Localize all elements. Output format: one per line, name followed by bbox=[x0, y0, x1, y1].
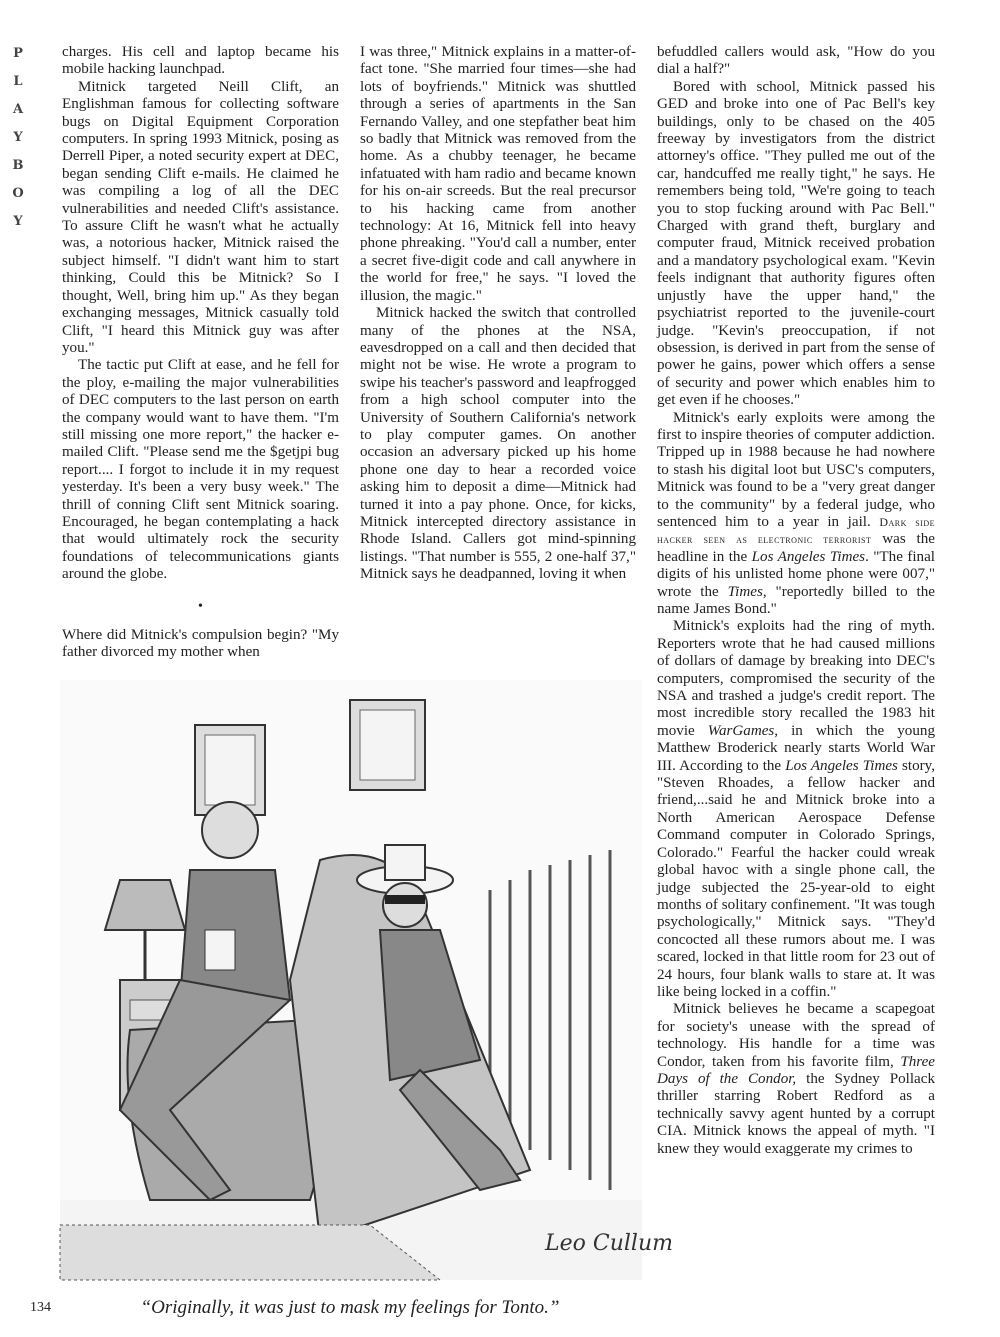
paragraph: charges. His cell and laptop became his mobile hacking launchpad. bbox=[62, 44, 339, 78]
artist-signature: Leo Cullum bbox=[545, 1231, 673, 1256]
text-run: Mitnick believes he became a scapegoat for society's unease with the spread of technology. His handle for a time was Condor, taken from his favorite film, bbox=[657, 1001, 935, 1070]
section-bullet: • bbox=[198, 598, 203, 614]
text-run: story, "Steven Rhoades, a fellow hacker and friend,...said he and Mitnick broke into a North American Aerospace Defense Command computer in Colorado Springs, Colorado." Fearful the hacker could wreak global havoc with a single phone call, the judge subjected the 25-year-old to eight months of solitary confinement. "It was tough psychologically," Mitnick says. "They'd concocted all these rumors about me. I was scared, locked in that little room for 23 out of 24 hours, four blank walls to stare at. It was like being locked in a coffin." bbox=[657, 757, 935, 1000]
masthead-letter: P bbox=[13, 46, 23, 61]
framed-diploma-right bbox=[350, 700, 425, 790]
publication-name: Los Angeles Times bbox=[751, 548, 866, 565]
paragraph bbox=[657, 410, 935, 619]
text-run: . "The final digits of his unlisted home phone were 007," wrote the bbox=[657, 548, 935, 600]
article-column-3 bbox=[657, 44, 935, 1158]
cartoon-illustration bbox=[60, 680, 673, 1280]
paragraph bbox=[657, 618, 935, 1001]
paragraph: I was three," Mitnick explains in a matter-of-fact tone. "She married four times—she had lots of boyfriends." Mitnick was shuttled through a series of apartments in the San Fernando Valley, and one stepfather beat him so badly that Mitnick was removed from the home. As a chubby teenager, he became infatuated with ham radio and became known for his on-air screeds. But the real precursor to his hacking came from another technology: At 16, Mitnick fell into heavy phone phreaking. "You'd call a number, enter a secret five-digit code and call anywhere in the world for free," he says. "I loved the illusion, the magic." bbox=[360, 44, 636, 304]
paragraph: Mitnick targeted Neill Clift, an Englishman famous for collecting software bugs on Digital Equipment Corporation computers. In spring 1993 Mitnick, posing as Derrell Piper, a noted security expert at DEC, began sending Clift e-mails. He claimed he was compiling a log of all the DEC vulnerabilities and needed Clift's assistance. To assure Clift he wasn't what he actually was, a notorious hacker, Mitnick raised the subject himself. "I didn't want him to start thinking, Could this be Mitnick? So I thought, Well, bring him up." As they began exchanging messages, Mitnick casually told Clift, "I heard this Mitnick guy was after you." bbox=[62, 78, 339, 356]
masthead-letter: Y bbox=[13, 130, 23, 145]
movie-title: WarGames bbox=[707, 722, 775, 739]
masthead-letter: O bbox=[12, 186, 24, 201]
publication-name: Times bbox=[727, 583, 763, 600]
cartoon-caption: “Originally, it was just to mask my feelings for Tonto.” bbox=[140, 1297, 560, 1318]
paragraph: Where did Mitnick's compulsion begin? "My father divorced my mother when bbox=[62, 627, 339, 661]
masthead-letter: L bbox=[13, 74, 23, 89]
publication-name: Los Angeles Times bbox=[785, 757, 898, 774]
page-number: 134 bbox=[30, 1300, 51, 1315]
text-run: the Sydney Pollack thriller starring Robert Redford as a technically savvy agent hunted by a corrupt CIA. Mitnick knows the appeal of myth. "I knew they would exaggerate my crimes to bbox=[657, 1070, 936, 1157]
text-run: , "reportedly billed to the name James Bond." bbox=[657, 583, 935, 617]
paragraph: Mitnick hacked the switch that controlled many of the phones at the NSA, eavesdropped on a call and then decided that might not be wise. He wrote a program to swipe his teacher's password and leapfrogged from a high school computer into the University of Southern California's network to play computer games. On another occasion an adversary picked up his home phone one day to hear a recorded voice asking him to deposit a dime—Mitnick had turned it into a pay phone. Once, for kicks, Mitnick intercepted directory assistance in Rhode Island. Callers got mind-spinning listings. "That number is 555, 2 one-half 37," Mitnick says he deadpanned, loving it when bbox=[360, 305, 636, 583]
paragraph: Bored with school, Mitnick passed his GED and broke into one of Pac Bell's key buildings, only to be chased on the 405 freeway by investigators from the district attorney's office. "They pulled me out of the car, handcuffed me really tight," he says. He remembers being told, "We're going to teach you to stop fucking around with Pac Bell." Charged with grand theft, burglary and computer fraud, Mitnick received probation and a mandatory psychological exam. "Kevin feels indignant that authority figures often unjustly have the upper hand," the psychiatrist reported to the juvenile-court judge. "Kevin's preoccupation, if not obsession, is derived in part from the sense of power he gains, power which offers a sense of security and power which enables him to get even if he chooses." bbox=[657, 78, 935, 409]
article-column-2 bbox=[360, 44, 636, 584]
paragraph bbox=[657, 1001, 935, 1158]
masthead-vertical bbox=[8, 40, 28, 236]
text-run: Mitnick's exploits had the ring of myth. Reporters wrote that he had caused millions of dollars of damage by breaking into DEC's computers, compromised the security of the NSA and trashed a judge's credit report. The most incredible story recalled the 1983 hit movie bbox=[657, 618, 935, 739]
paragraph: befuddled callers would ask, "How do you dial a half?" bbox=[657, 44, 935, 78]
masthead-letter: Y bbox=[13, 214, 23, 229]
text-run: Mitnick's early exploits were among the first to inspire theories of computer addiction. Tripped up in 1988 because he had nowhere to stash his digital loot but USC's computers, Mitnick was found to be a "very great danger to the community" by a federal judge, who sentenced him to a year in jail. bbox=[657, 409, 935, 530]
text-run: was the headline in the bbox=[657, 531, 936, 565]
film-title: Three Days of the Condor, bbox=[657, 1053, 935, 1087]
article-column-1 bbox=[62, 44, 339, 662]
masthead-letter: B bbox=[12, 158, 24, 173]
text-run: , in which the young Matthew Broderick nearly starts World War III. According to the bbox=[657, 722, 935, 774]
paragraph: The tactic put Clift at ease, and he fell for the ploy, e-mailing the major vulnerabilities of DEC computers to the last person on earth the company would want to have them. "I'm still missing one more report," the hacker e-mailed Clift. "Please send me the $getjpi bug report.... I forgot to include it in my request yesterday. It's been a very busy week." The thrill of conning Clift sent Mitnick soaring. Encouraged, he began contemplating a hack that would ultimately rock the security foundations of telecommunications giants around the globe. bbox=[62, 357, 339, 583]
masthead-letter: A bbox=[12, 102, 24, 117]
quoted-headline: Dark side hacker seen as electronic terrorist bbox=[657, 514, 935, 547]
